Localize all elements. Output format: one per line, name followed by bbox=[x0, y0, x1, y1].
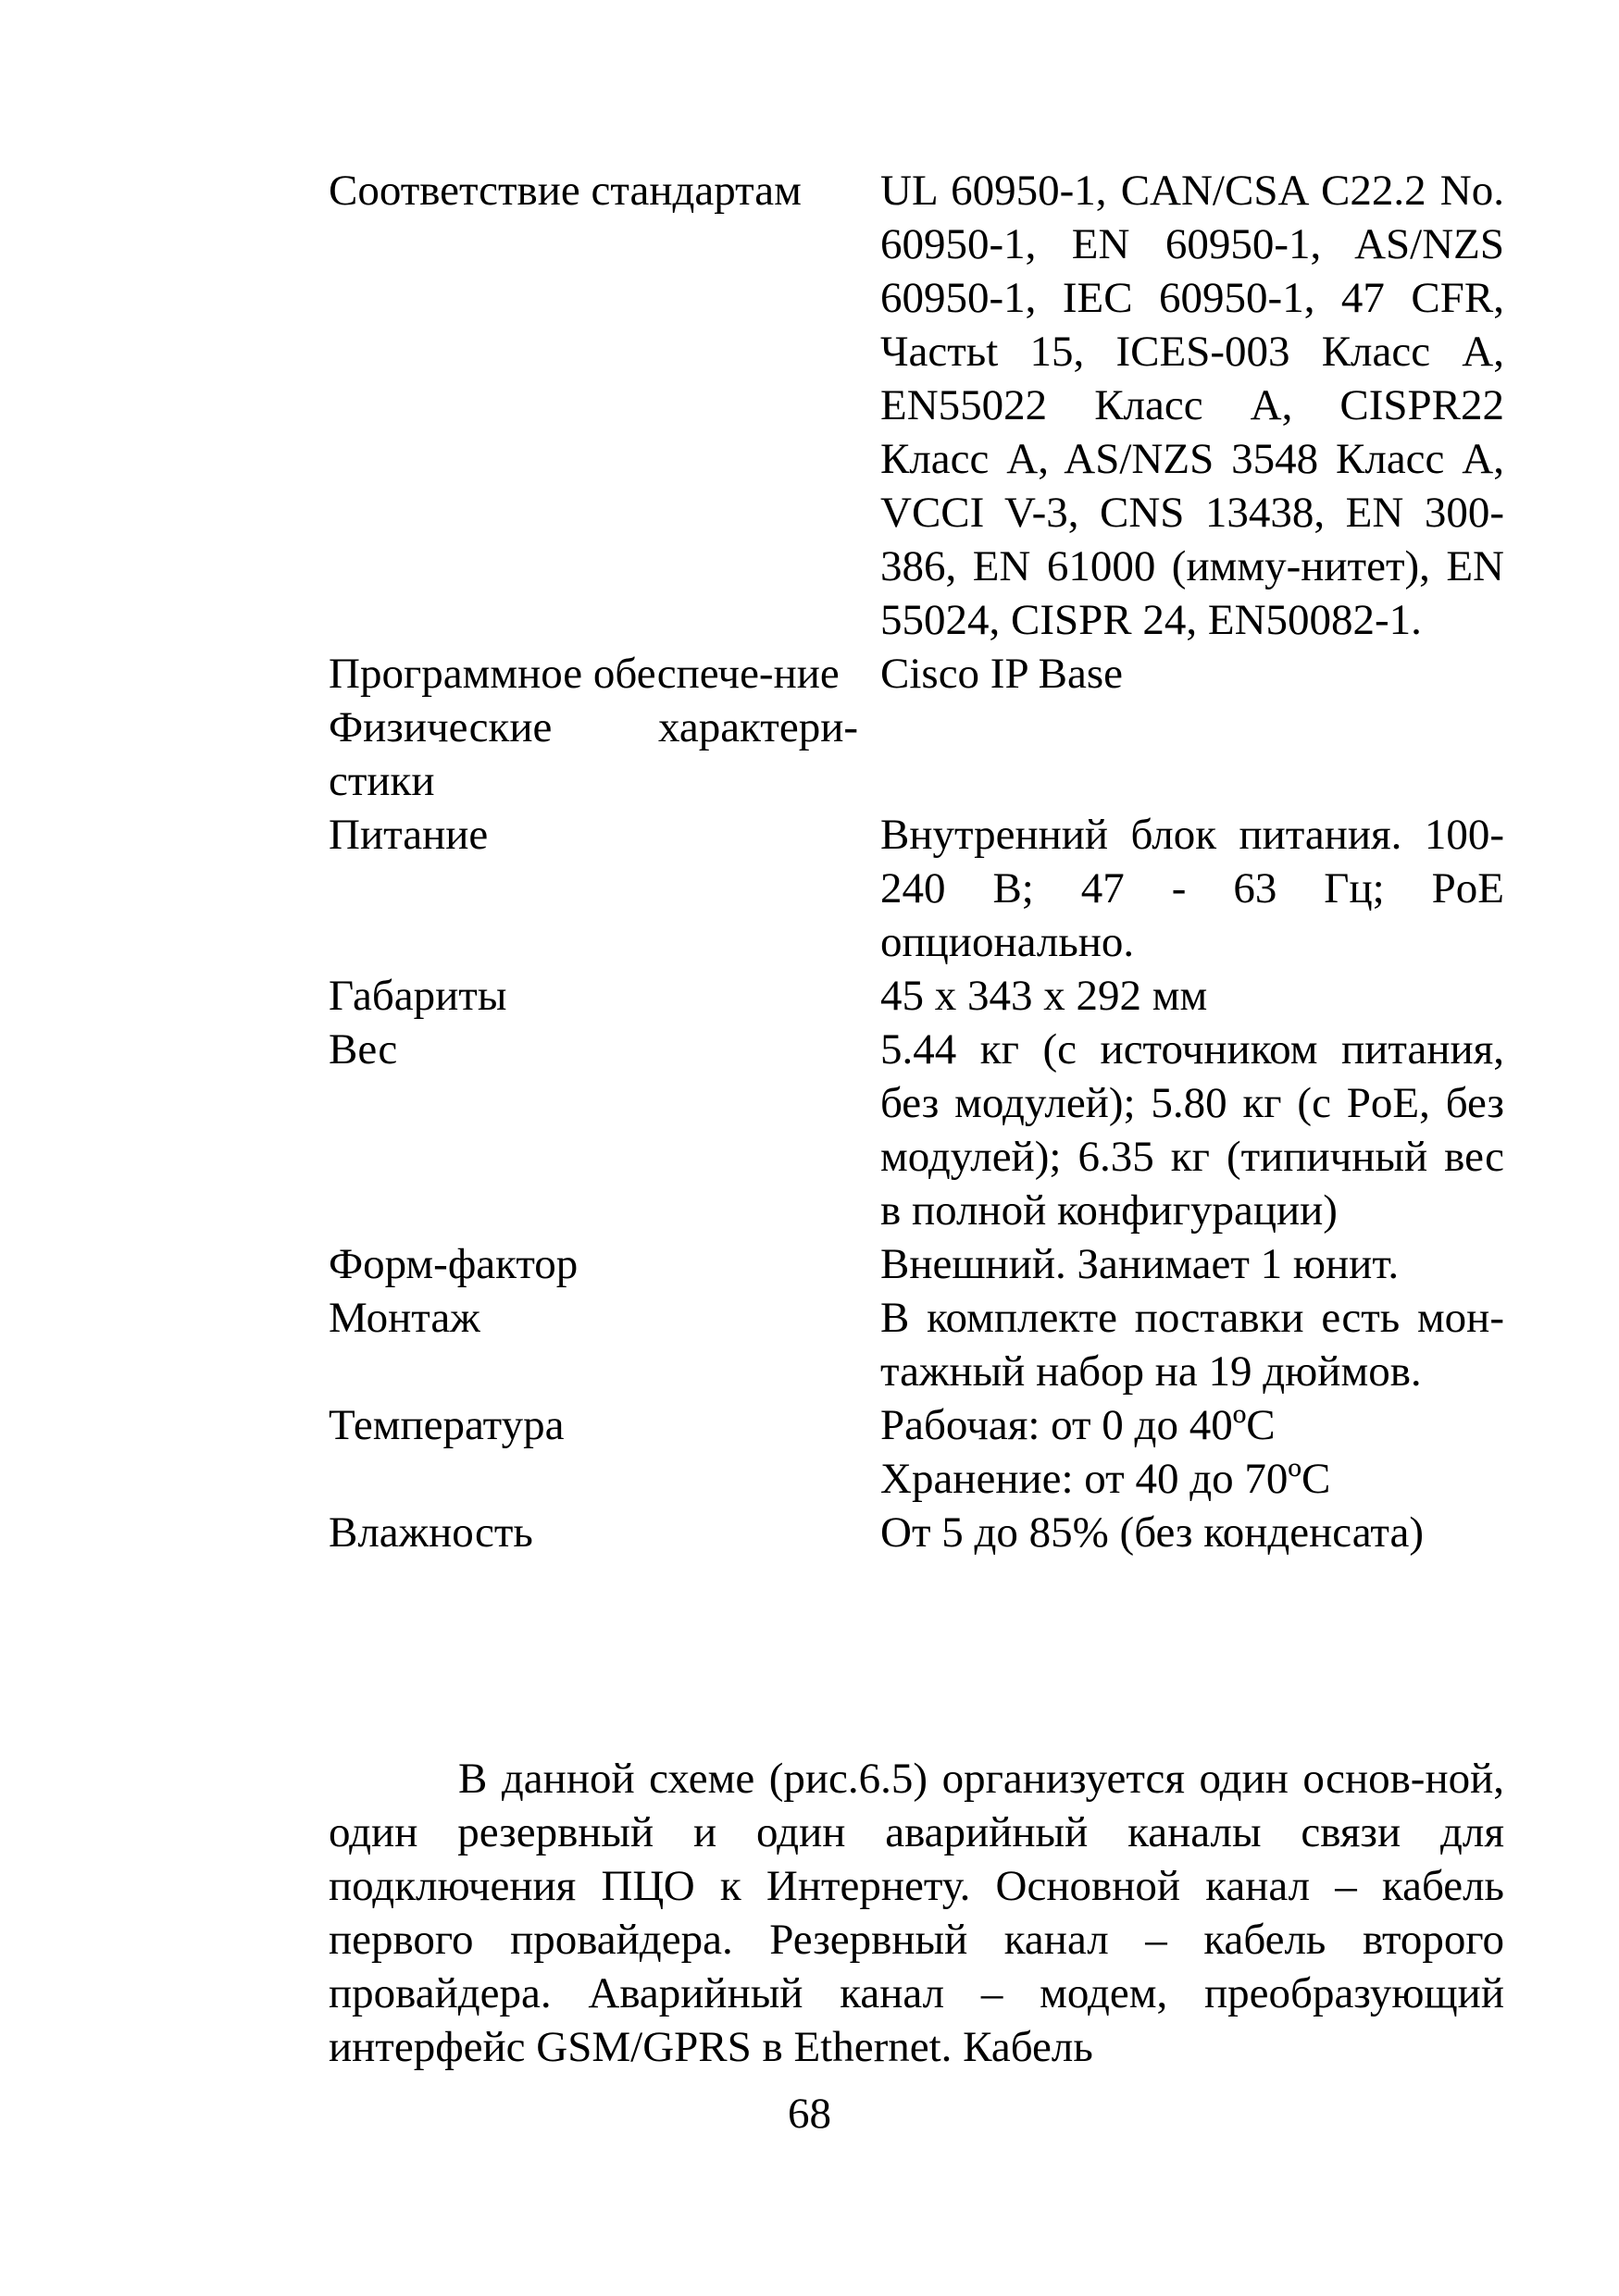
spec-value: 5.44 кг (с источником питания, без модулей); 5.80 кг (с PoE, без модулей); 6.35 кг (типичный вес в полной конфигурации) bbox=[880, 1025, 1504, 1235]
spec-row-standards bbox=[329, 164, 1504, 647]
spec-label: Физические характери-стики bbox=[329, 703, 858, 805]
spec-value bbox=[880, 701, 1504, 808]
spec-label: Влажность bbox=[329, 1508, 533, 1557]
spec-label: Габариты bbox=[329, 972, 507, 1020]
spec-label: Программное обеспече-ние bbox=[329, 650, 840, 698]
spec-row-humidity bbox=[329, 1506, 1504, 1559]
spec-value: Внешний. Занимает 1 юнит. bbox=[880, 1240, 1400, 1288]
paragraph-text: В данной схеме (рис.6.5) организуется один основ-ной, один резервный и один аварийный каналы связи для подключения ПЦО к Интернету. Основной канал – кабель первого провайдера. Резервный канал – кабель второго провайдера. Аварийный канал – модем, преобразующий интерфейс GSM/GPRS в Ethernet. Кабель bbox=[329, 1755, 1504, 2071]
page-number: 68 bbox=[788, 2090, 831, 2138]
spec-row-mounting bbox=[329, 1291, 1504, 1398]
spec-table bbox=[329, 164, 1504, 1559]
spec-row-form-factor bbox=[329, 1237, 1504, 1291]
spec-label: Питание bbox=[329, 811, 489, 859]
spec-row-dimensions bbox=[329, 969, 1504, 1023]
spec-row-power bbox=[329, 808, 1504, 969]
spec-row-software bbox=[329, 647, 1504, 701]
spec-row-physical-section bbox=[329, 701, 1504, 808]
spec-value: 45 x 343 x 292 мм bbox=[880, 972, 1208, 1020]
spec-value: От 5 до 85% (без конденсата) bbox=[880, 1508, 1424, 1557]
spec-value: Внутренний блок питания. 100-240 В; 47 - 63 Гц; PoE опционально. bbox=[880, 811, 1504, 966]
spec-value: UL 60950-1, CAN/CSA C22.2 No. 60950-1, EN 60950-1, AS/NZS 60950-1, IEC 60950-1, 47 CFR, Частьt 15, ICES-003 Класс A, EN55022 Класс A, CISPR22 Класс A, AS/NZS 3548 Класс A, VCCI V-3, CNS 13438, EN 300-386, EN 61000 (имму-нитет), EN 55024, CISPR 24, EN50082-1. bbox=[880, 167, 1504, 644]
spec-value: Рабочая: от 0 до 40ºC Хранение: от 40 до 70ºC bbox=[880, 1401, 1331, 1503]
spec-label: Монтаж bbox=[329, 1294, 480, 1342]
spec-label: Вес bbox=[329, 1025, 398, 1074]
spec-label: Температура bbox=[329, 1401, 565, 1449]
spec-value: В комплекте поставки есть мон-тажный набор на 19 дюймов. bbox=[880, 1294, 1504, 1396]
spec-label: Соответствие стандартам bbox=[329, 167, 802, 215]
body-paragraph bbox=[329, 1752, 1504, 2074]
spec-value: Cisco IP Base bbox=[880, 650, 1123, 698]
spec-row-weight bbox=[329, 1023, 1504, 1237]
spec-label: Форм-фактор bbox=[329, 1240, 579, 1288]
spec-row-temperature bbox=[329, 1398, 1504, 1506]
